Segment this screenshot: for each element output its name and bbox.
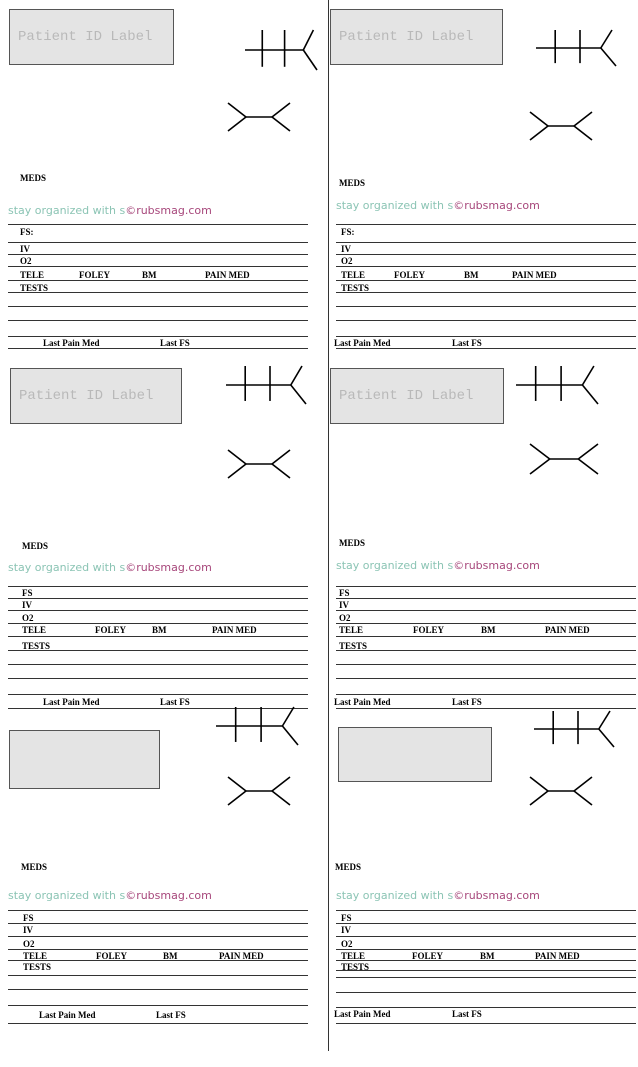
patient-id-label-box [9,730,160,789]
bm-label: BM [481,625,496,635]
rule-line [336,636,636,637]
fishbone-tail [303,50,317,70]
patient-id-label-box: Patient ID Label [10,368,182,424]
tagline [336,559,540,572]
cbc-branch [228,450,246,464]
tests-label: TESTS [339,641,368,651]
rule-line [336,678,636,679]
tele-label: TELE [341,270,366,280]
foley-label: FOLEY [96,951,128,961]
rule-line [336,598,636,599]
tele-label: TELE [20,270,45,280]
cbc-branch [574,126,592,140]
rule-line [8,224,308,225]
foley-label: FOLEY [412,951,444,961]
patient-card [0,0,310,360]
tagline-copyright-mark: © [453,559,465,572]
cbc-branch [272,777,290,791]
rule-line [8,623,308,624]
fishbone-tail [582,366,593,385]
last-pain-med-label: Last Pain Med [334,1009,391,1019]
o2-label: O2 [339,613,351,623]
cbc-branch [272,450,290,464]
tagline [336,889,540,902]
tests-label: TESTS [22,641,51,651]
rule-line [336,949,636,950]
foley-label: FOLEY [95,625,127,635]
rule-line [8,292,308,293]
cbc-branch [228,777,246,791]
cbc-skeleton-diagram [530,444,598,474]
rule-line [336,936,636,937]
tagline [8,561,212,574]
cbc-branch [578,459,598,474]
cbc-skeleton-diagram [228,103,290,131]
rule-line [8,694,308,695]
tagline [336,199,540,212]
bm-label: BM [464,270,479,280]
rule-line [8,266,308,267]
iv-label: IV [22,600,33,610]
tests-label: TESTS [341,962,370,972]
cbc-branch [228,464,246,478]
tagline-copyright-mark: © [453,889,465,902]
rule-line [8,989,308,990]
cbc-branch [272,464,290,478]
electrolyte-fishbone-diagram [245,30,317,70]
rule-line [8,936,308,937]
rule-line [8,610,308,611]
cbc-branch [272,791,290,805]
column-divider [328,0,329,1051]
rule-line [336,1023,636,1024]
cbc-branch [272,103,290,117]
cbc-branch [574,777,592,791]
rule-line [8,923,308,924]
cbc-branch [228,103,246,117]
last-pain-med-label: Last Pain Med [39,1010,96,1020]
fishbone-tail [291,385,306,404]
rule-line [336,650,636,651]
tele-label: TELE [339,625,364,635]
tele-label: TELE [22,625,47,635]
rule-line [8,636,308,637]
rule-line [336,970,636,971]
cbc-branch [530,444,550,459]
rule-line [8,1005,308,1006]
rule-line [336,623,636,624]
meds-label: MEDS [22,541,49,551]
fs-label: FS [341,913,352,923]
bm-label: BM [163,951,178,961]
tagline-part-1: stay organized with s [336,199,454,212]
rule-line [336,1007,636,1008]
foley-label: FOLEY [394,270,426,280]
rule-line [336,280,636,281]
rule-line [8,598,308,599]
cbc-branch [228,791,246,805]
cbc-branch [530,777,548,791]
rule-line [8,254,308,255]
fishbone-tail [601,30,612,48]
rule-line [336,586,636,587]
meds-label: MEDS [339,538,366,548]
fs-label: FS [23,913,34,923]
fs-label: FS: [20,227,34,237]
rule-line [8,306,308,307]
tagline-part-1: stay organized with s [336,889,454,902]
cbc-skeleton-diagram [228,777,290,805]
cbc-branch [228,117,246,131]
rule-line [336,292,636,293]
rule-line [336,224,636,225]
rule-line [8,320,308,321]
iv-label: IV [20,244,31,254]
tagline [8,204,212,217]
rule-line [336,610,636,611]
patient-id-label-box [338,727,492,782]
tagline [8,889,212,902]
rule-line [336,694,636,695]
cbc-branch [530,126,548,140]
rule-line [8,664,308,665]
patient-id-label-box: Patient ID Label [330,9,503,65]
last-fs-label: Last FS [452,697,482,707]
last-fs-label: Last FS [160,338,190,348]
patient-card [328,348,638,708]
meds-label: MEDS [20,173,47,183]
tagline-part-1: stay organized with s [8,889,126,902]
o2-label: O2 [22,613,34,623]
last-pain-med-label: Last Pain Med [43,338,100,348]
electrolyte-fishbone-diagram [534,711,614,747]
tagline-part-1: stay organized with s [8,204,126,217]
rule-line [8,1023,308,1024]
cbc-skeleton-diagram [228,450,290,478]
tagline-copyright-mark: © [125,204,137,217]
last-fs-label: Last FS [452,1009,482,1019]
rule-line [8,910,308,911]
foley-label: FOLEY [413,625,445,635]
cbc-branch [574,791,592,805]
o2-label: O2 [20,256,32,266]
rule-line [336,320,636,321]
o2-label: O2 [23,939,35,949]
fishbone-tail [601,48,616,66]
patient-card [0,348,310,708]
cbc-branch [272,117,290,131]
fs-label: FS [339,588,350,598]
rule-line [336,923,636,924]
bm-label: BM [142,270,157,280]
last-pain-med-label: Last Pain Med [334,697,391,707]
patient-card [328,707,638,1067]
fishbone-tail [303,30,313,50]
tests-label: TESTS [341,283,370,293]
last-fs-label: Last FS [452,338,482,348]
foley-label: FOLEY [79,270,111,280]
fishbone-tail [291,366,302,385]
o2-label: O2 [341,939,353,949]
iv-label: IV [23,925,34,935]
o2-label: O2 [341,256,353,266]
pain-med-label: PAIN MED [205,270,250,280]
cbc-skeleton-diagram [530,777,592,805]
patient-card [328,0,638,360]
rule-line [8,975,308,976]
tagline-copyright-mark: © [453,199,465,212]
rule-line [336,336,636,337]
iv-label: IV [339,600,350,610]
patient-card [0,707,310,1067]
tagline-part-2: rubsmag.com [136,889,212,902]
tests-label: TESTS [23,962,52,972]
cbc-branch [574,112,592,126]
rule-line [336,254,636,255]
pain-med-label: PAIN MED [512,270,557,280]
rule-line [336,306,636,307]
fishbone-tail [582,385,598,404]
meds-label: MEDS [335,862,362,872]
tagline-copyright-mark: © [125,561,137,574]
rule-line [8,280,308,281]
electrolyte-fishbone-diagram [516,366,598,404]
rule-line [336,266,636,267]
rule-line [8,586,308,587]
tele-label: TELE [341,951,366,961]
cbc-branch [530,791,548,805]
meds-label: MEDS [339,178,366,188]
fs-label: FS [22,588,33,598]
pain-med-label: PAIN MED [535,951,580,961]
fishbone-tail [599,711,610,729]
pain-med-label: PAIN MED [219,951,264,961]
rule-line [336,242,636,243]
electrolyte-fishbone-diagram [216,707,298,745]
cbc-skeleton-diagram [530,112,592,140]
tagline-copyright-mark: © [125,889,137,902]
fs-label: FS: [341,227,355,237]
last-fs-label: Last FS [156,1010,186,1020]
tagline-part-1: stay organized with s [336,559,454,572]
tagline-part-1: stay organized with s [8,561,126,574]
last-pain-med-label: Last Pain Med [334,338,391,348]
tele-label: TELE [23,951,48,961]
tagline-part-2: rubsmag.com [464,199,540,212]
tagline-part-2: rubsmag.com [136,204,212,217]
pain-med-label: PAIN MED [212,625,257,635]
fishbone-tail [282,707,293,726]
cbc-branch [578,444,598,459]
patient-id-label-box: Patient ID Label [330,368,504,424]
rule-line [8,650,308,651]
bm-label: BM [152,625,167,635]
bm-label: BM [480,951,495,961]
fishbone-tail [599,729,614,747]
tests-label: TESTS [20,283,49,293]
last-pain-med-label: Last Pain Med [43,697,100,707]
iv-label: IV [341,244,352,254]
rule-line [336,664,636,665]
rule-line [8,242,308,243]
last-fs-label: Last FS [160,697,190,707]
cbc-branch [530,459,550,474]
electrolyte-fishbone-diagram [226,366,306,404]
cbc-branch [530,112,548,126]
rule-line [8,336,308,337]
tagline-part-2: rubsmag.com [464,559,540,572]
rule-line [8,949,308,950]
rule-line [8,678,308,679]
meds-label: MEDS [21,862,48,872]
rule-line [336,910,636,911]
rule-line [336,977,636,978]
tagline-part-2: rubsmag.com [464,889,540,902]
tagline-part-2: rubsmag.com [136,561,212,574]
fishbone-tail [282,726,298,745]
iv-label: IV [341,925,352,935]
pain-med-label: PAIN MED [545,625,590,635]
rule-line [336,992,636,993]
electrolyte-fishbone-diagram [536,30,616,66]
patient-id-label-box: Patient ID Label [9,9,174,65]
